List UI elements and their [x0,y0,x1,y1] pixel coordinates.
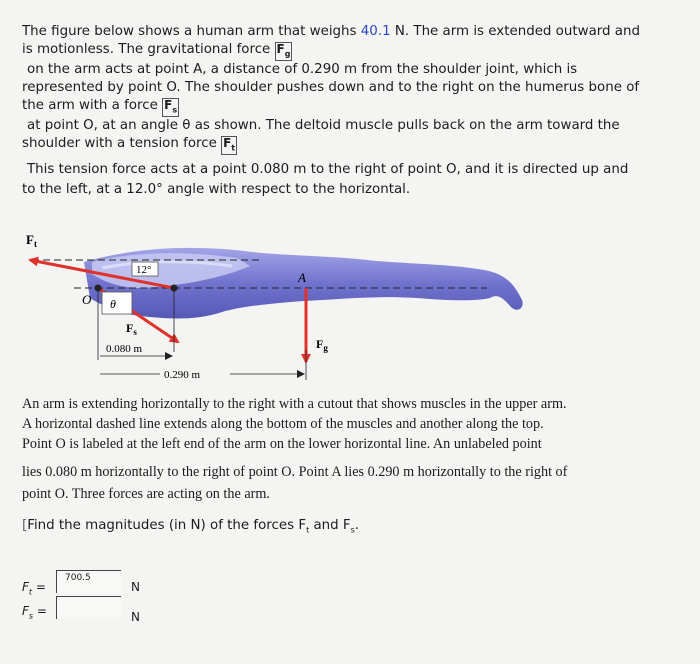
weight-value: 40.1 [360,24,391,39]
description-line-4: lies 0.080 m horizontally to the right of point O. Point A lies 0.290 m horizontally to the right of [22,464,568,480]
problem-line-1: The figure below shows a human arm that weighs 40.1 N. The arm is extended outward and [22,24,640,39]
theta-label: θ [110,297,116,311]
ft-answer-value: 700.5 [65,573,91,583]
ft-answer-input[interactable] [56,570,121,593]
problem-line-7: shoulder with a tension force $F_t$ [22,134,237,155]
point-o-label: O [82,292,92,307]
angle-label: 12° [136,264,152,276]
fs-vector-symbol: $F_s$ [162,98,179,117]
ft-answer-label: $F_t$ = [22,580,46,597]
dist1-label: 0.080 m [106,343,143,355]
question-text: [Find the magnitudes (in N) of the forces $F_t$ and $F_s$. [22,518,360,535]
theta-box [102,292,132,314]
fs-unit: N [131,610,140,624]
problem-line-3: on the arm acts at point A, a distance of 0.290 m from the shoulder joint, which is [27,62,578,77]
fs-answer-input[interactable] [56,596,121,619]
description-line-3: Point O is labeled at the left end of the arm on the lower horizontal line. An unlabeled point [22,436,542,452]
description-line-2: A horizontal dashed line extends along the bottom of the muscles and another along the top. [22,416,544,432]
problem-line-4: represented by point O. The shoulder pushes down and to the right on the humerus bone of [22,80,640,95]
fs-label: $F_s$ [126,321,137,337]
description-line-5: point O. Three forces are acting on the arm. [22,486,270,502]
ft-label: $F_t$ [26,232,37,249]
fg-vector-symbol: $F_g$ [275,42,293,61]
ft-vector-symbol: $F_t$ [221,136,237,155]
fg-label: $F_g$ [316,337,328,353]
problem-line-5: the arm with a force $F_s$ [22,96,179,117]
fs-answer-label: $F_s$ = [22,604,47,621]
point-o-dot [95,285,102,292]
dist2-label: 0.290 m [164,369,201,381]
arm-force-diagram [22,220,532,386]
problem-line-9: to the left, at a 12.0° angle with respect to the horizontal. [22,182,411,197]
description-line-1: An arm is extending horizontally to the right with a cutout that shows muscles in the upper arm. [22,396,567,412]
problem-line-2: is motionless. The gravitational force $F_g$ [22,40,292,61]
point-a-label: A [298,270,306,285]
problem-line-6: at point O, at an angle θ as shown. The deltoid muscle pulls back on the arm toward the [27,118,620,133]
ft-unit: N [131,580,140,594]
problem-line-8: This tension force acts at a point 0.080 m to the right of point O, and it is directed up and [27,162,629,177]
